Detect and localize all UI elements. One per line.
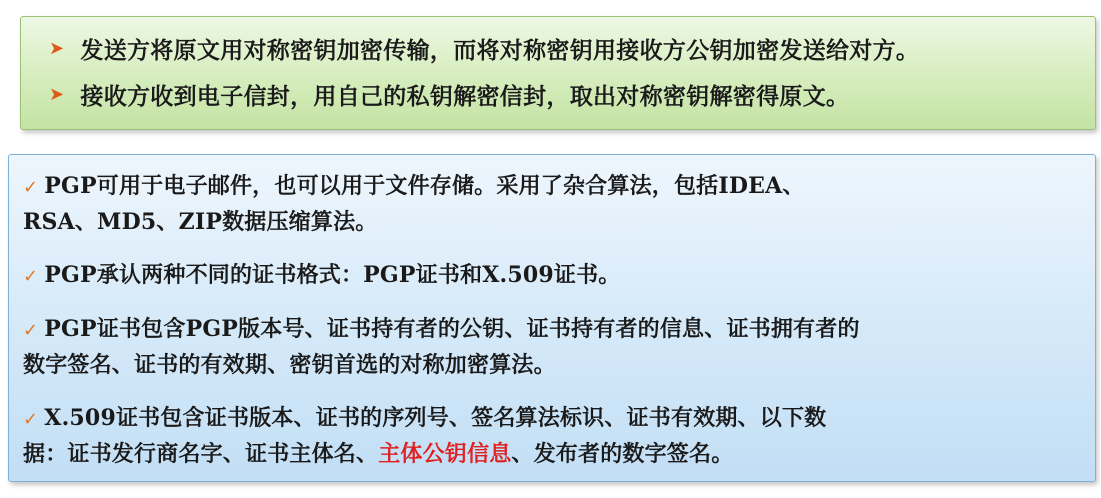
item-text: 、发布者的数字签名。	[511, 441, 734, 467]
item-text: RSA、MD5、ZIP数据压缩算法。	[23, 209, 378, 235]
pgp-cert-contents-item	[23, 312, 1095, 383]
check-icon: ✓	[23, 177, 39, 198]
check-icon: ✓	[23, 409, 39, 430]
envelope-summary-box	[20, 16, 1096, 130]
check-icon: ✓	[23, 266, 39, 287]
item-text: PGP可用于电子邮件，也可以用于文件存储。采用了杂合算法，包括IDEA、	[44, 173, 805, 199]
bullet-row	[49, 77, 1095, 111]
bullet-text: 发送方将原文用对称密钥加密传输，而将对称密钥用接收方公钥加密发送给对方。	[80, 36, 920, 64]
pgp-usage-item	[23, 169, 1095, 240]
item-text: X.509证书包含证书版本、证书的序列号、签名算法标识、证书有效期、以下数	[44, 405, 827, 431]
x509-cert-contents-item	[23, 401, 1095, 472]
bullet-row	[49, 31, 1095, 65]
item-text: PGP证书包含PGP版本号、证书持有者的公钥、证书持有者的信息、证书拥有者的	[44, 316, 860, 342]
item-text: 据：证书发行商名字、证书主体名、	[23, 441, 379, 467]
pgp-cert-formats-item	[23, 258, 1095, 294]
check-icon: ✓	[23, 320, 39, 341]
bullet-text: 接收方收到电子信封，用自己的私钥解密信封，取出对称密钥解密得原文。	[80, 82, 850, 110]
highlighted-text: 主体公钥信息	[378, 441, 512, 467]
arrow-right-icon: ➤	[49, 83, 65, 105]
pgp-details-box	[8, 154, 1096, 482]
item-text: PGP承认两种不同的证书格式：PGP证书和X.509证书。	[44, 262, 621, 288]
item-text: 数字签名、证书的有效期、密钥首选的对称加密算法。	[23, 352, 556, 378]
arrow-right-icon: ➤	[49, 37, 65, 59]
